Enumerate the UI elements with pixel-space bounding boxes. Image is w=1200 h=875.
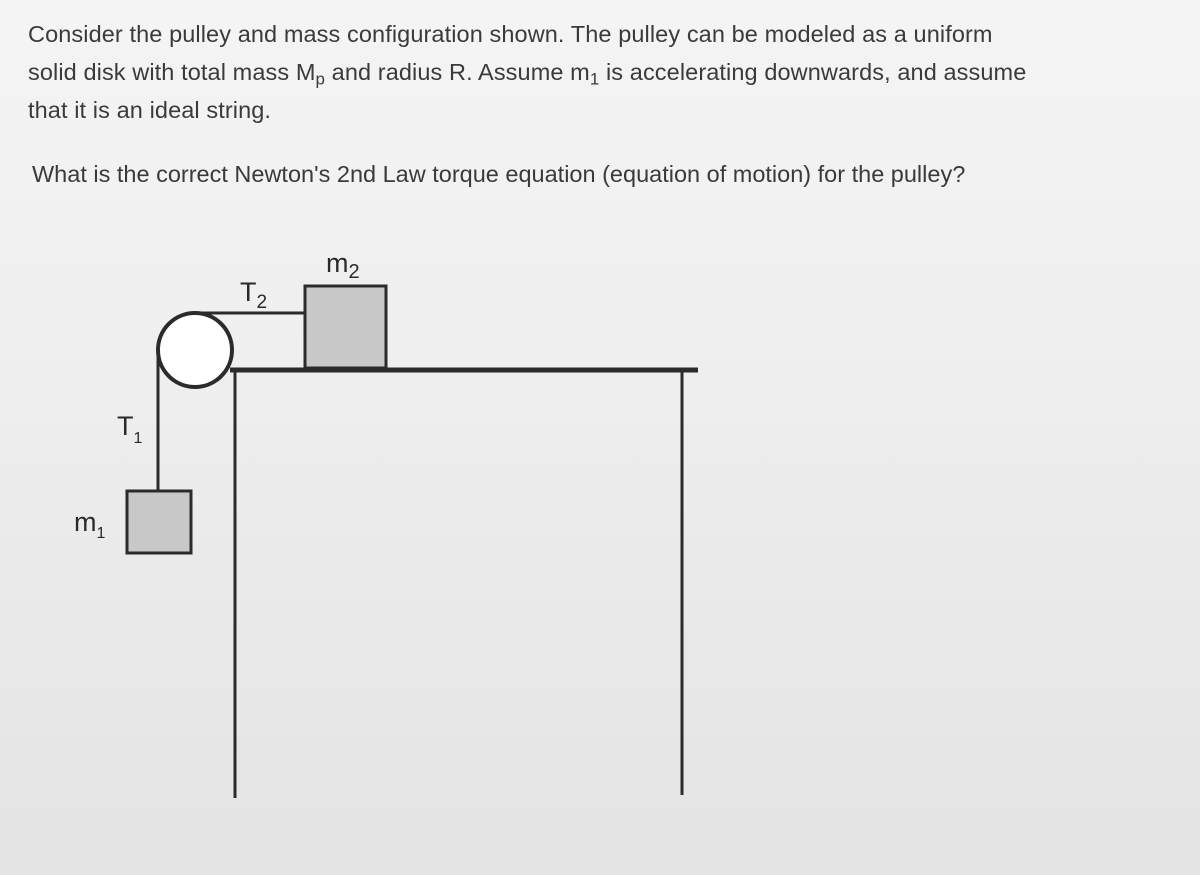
- problem-line-2-part-b: and radius R. Assume m: [325, 59, 590, 85]
- subscript-p: p: [315, 69, 326, 89]
- label-T2: $T_2$: [240, 277, 268, 313]
- label-T1-subscript: 1: [133, 430, 143, 447]
- problem-line-2-part-a: solid disk with total mass M: [28, 59, 316, 85]
- pulley: [158, 313, 232, 387]
- label-m2: $m_2$: [326, 248, 360, 283]
- subscript-1: 1: [589, 69, 600, 89]
- problem-line-1: Consider the pulley and mass configuration shown. The pulley can be modeled as a uniform: [28, 21, 993, 47]
- problem-line-3: that it is an ideal string.: [28, 97, 272, 123]
- label-m1: $m_1$: [74, 507, 106, 542]
- mass-m2-block: [305, 286, 386, 368]
- mass-m1-block: [127, 491, 191, 553]
- label-m2-subscript: 2: [348, 261, 360, 283]
- label-T2-subscript: 2: [256, 292, 268, 313]
- question-text: What is the correct Newton's 2nd Law torque equation (equation of motion) for the pulley?: [32, 161, 966, 187]
- label-m1-subscript: 1: [96, 525, 106, 542]
- problem-line-2-part-c: is accelerating downwards, and assume: [599, 59, 1027, 85]
- label-T1: $T_1$: [117, 411, 143, 447]
